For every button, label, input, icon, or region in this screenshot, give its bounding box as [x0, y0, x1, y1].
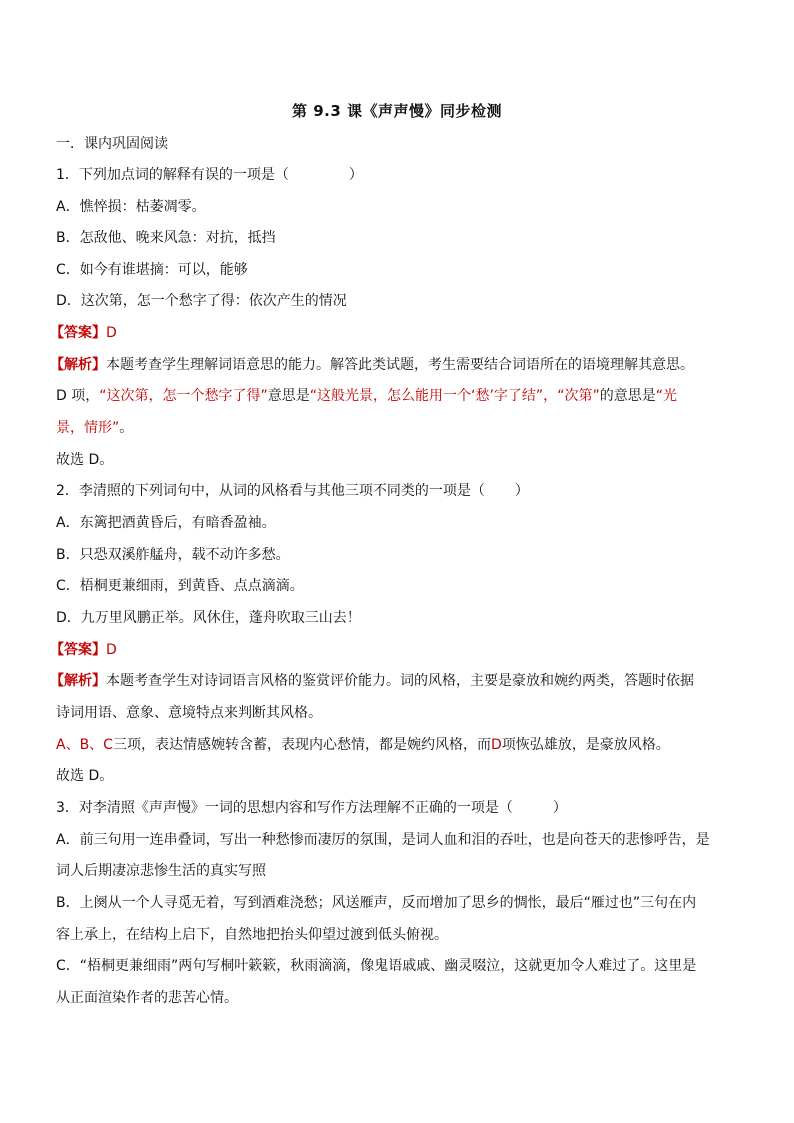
- section-heading: 一．课内巩固阅读: [56, 136, 168, 152]
- question-3-option-c-line-2: 从正面渲染作者的悲苦心情。: [56, 990, 238, 1006]
- question-2-answer: 【答案】D: [50, 642, 117, 658]
- question-3-option-b-line-2: 容上承上，在结构上启下，自然地把抬头仰望过渡到低头俯视。: [56, 927, 448, 943]
- page-title: 第 9.3 课《声声慢》同步检测: [291, 102, 503, 120]
- question-3-option-a-line-1: A．前三句用一连串叠词，写出一种愁惨而凄厉的氛围，是词人血和泪的吞吐，也是向苍天的悲惨呼告，是: [56, 832, 710, 848]
- question-1-stem: 1．下列加点词的解释有误的一项是（ ）: [56, 167, 363, 183]
- question-1-option-c: C．如今有谁堪摘：可以，能够: [56, 262, 248, 278]
- question-3-stem: 3．对李清照《声声慢》一词的思想内容和写作方法理解不正确的一项是（ ）: [56, 800, 567, 816]
- question-1-answer: 【答案】D: [50, 325, 117, 341]
- question-2-analysis-line-2: 诗词用语、意象、意境特点来判断其风格。: [56, 705, 322, 721]
- analysis-tag: 【解析】: [50, 673, 106, 689]
- question-1-analysis-line-1: 【解析】本题考查学生理解词语意思的能力。解答此类试题，考生需要结合词语所在的语境理解其意思。: [50, 357, 694, 373]
- question-1-option-d: D．这次第，怎一个愁字了得：依次产生的情况: [56, 293, 347, 309]
- question-1-option-a: A．憔悴损：枯萎凋零。: [56, 199, 206, 215]
- question-1-analysis-line-2: D 项，“这次第，怎一个愁字了得”意思是“这般光景，怎么能用一个‘愁’字了结”，“次第”的意思是“光: [56, 388, 677, 404]
- question-2-option-d: D．九万里风鹏正举。风休住，蓬舟吹取三山去！: [56, 610, 361, 626]
- question-2-stem: 2．李清照的下列词句中，从词的风格看与其他三项不同类的一项是（ ）: [56, 483, 529, 499]
- question-2-option-b: B．只恐双溪舴艋舟，载不动许多愁。: [56, 547, 290, 563]
- question-1-analysis-line-3: 景，情形”。: [56, 420, 134, 436]
- question-3-option-a-line-2: 词人后期凄凉悲惨生活的真实写照: [56, 863, 266, 879]
- question-2-analysis-line-1: 【解析】本题考查学生对诗词语言风格的鉴赏评价能力。词的风格，主要是豪放和婉约两类，答题时依据: [50, 673, 694, 689]
- question-1-conclusion: 故选 D。: [56, 452, 114, 468]
- answer-tag: 【答案】: [50, 325, 106, 341]
- answer-tag: 【答案】: [50, 642, 106, 658]
- question-2-option-a: A．东篱把酒黄昏后，有暗香盈袖。: [56, 515, 276, 531]
- question-1-option-b: B．怎敌他、晚来风急：对抗，抵挡: [56, 230, 276, 246]
- analysis-tag: 【解析】: [50, 357, 106, 373]
- question-2-conclusion: 故选 D。: [56, 768, 114, 784]
- question-3-option-b-line-1: B．上阕从一个人寻觅无着，写到酒难浇愁；风送雁声，反而增加了思乡的惆怅，最后“雁过也”三句在内: [56, 895, 697, 911]
- question-2-analysis-line-3: A、B、C三项，表达情感婉转含蓄，表现内心愁情，都是婉约风格，而D项恢弘雄放，是豪放风格。: [56, 737, 670, 753]
- question-2-option-c: C．梧桐更兼细雨，到黄昏、点点滴滴。: [56, 578, 304, 594]
- question-3-option-c-line-1: C．“梧桐更兼细雨”两句写桐叶簌簌，秋雨滴滴，像鬼语戚戚、幽灵啜泣，这就更加令人难过了。这里是: [56, 958, 697, 974]
